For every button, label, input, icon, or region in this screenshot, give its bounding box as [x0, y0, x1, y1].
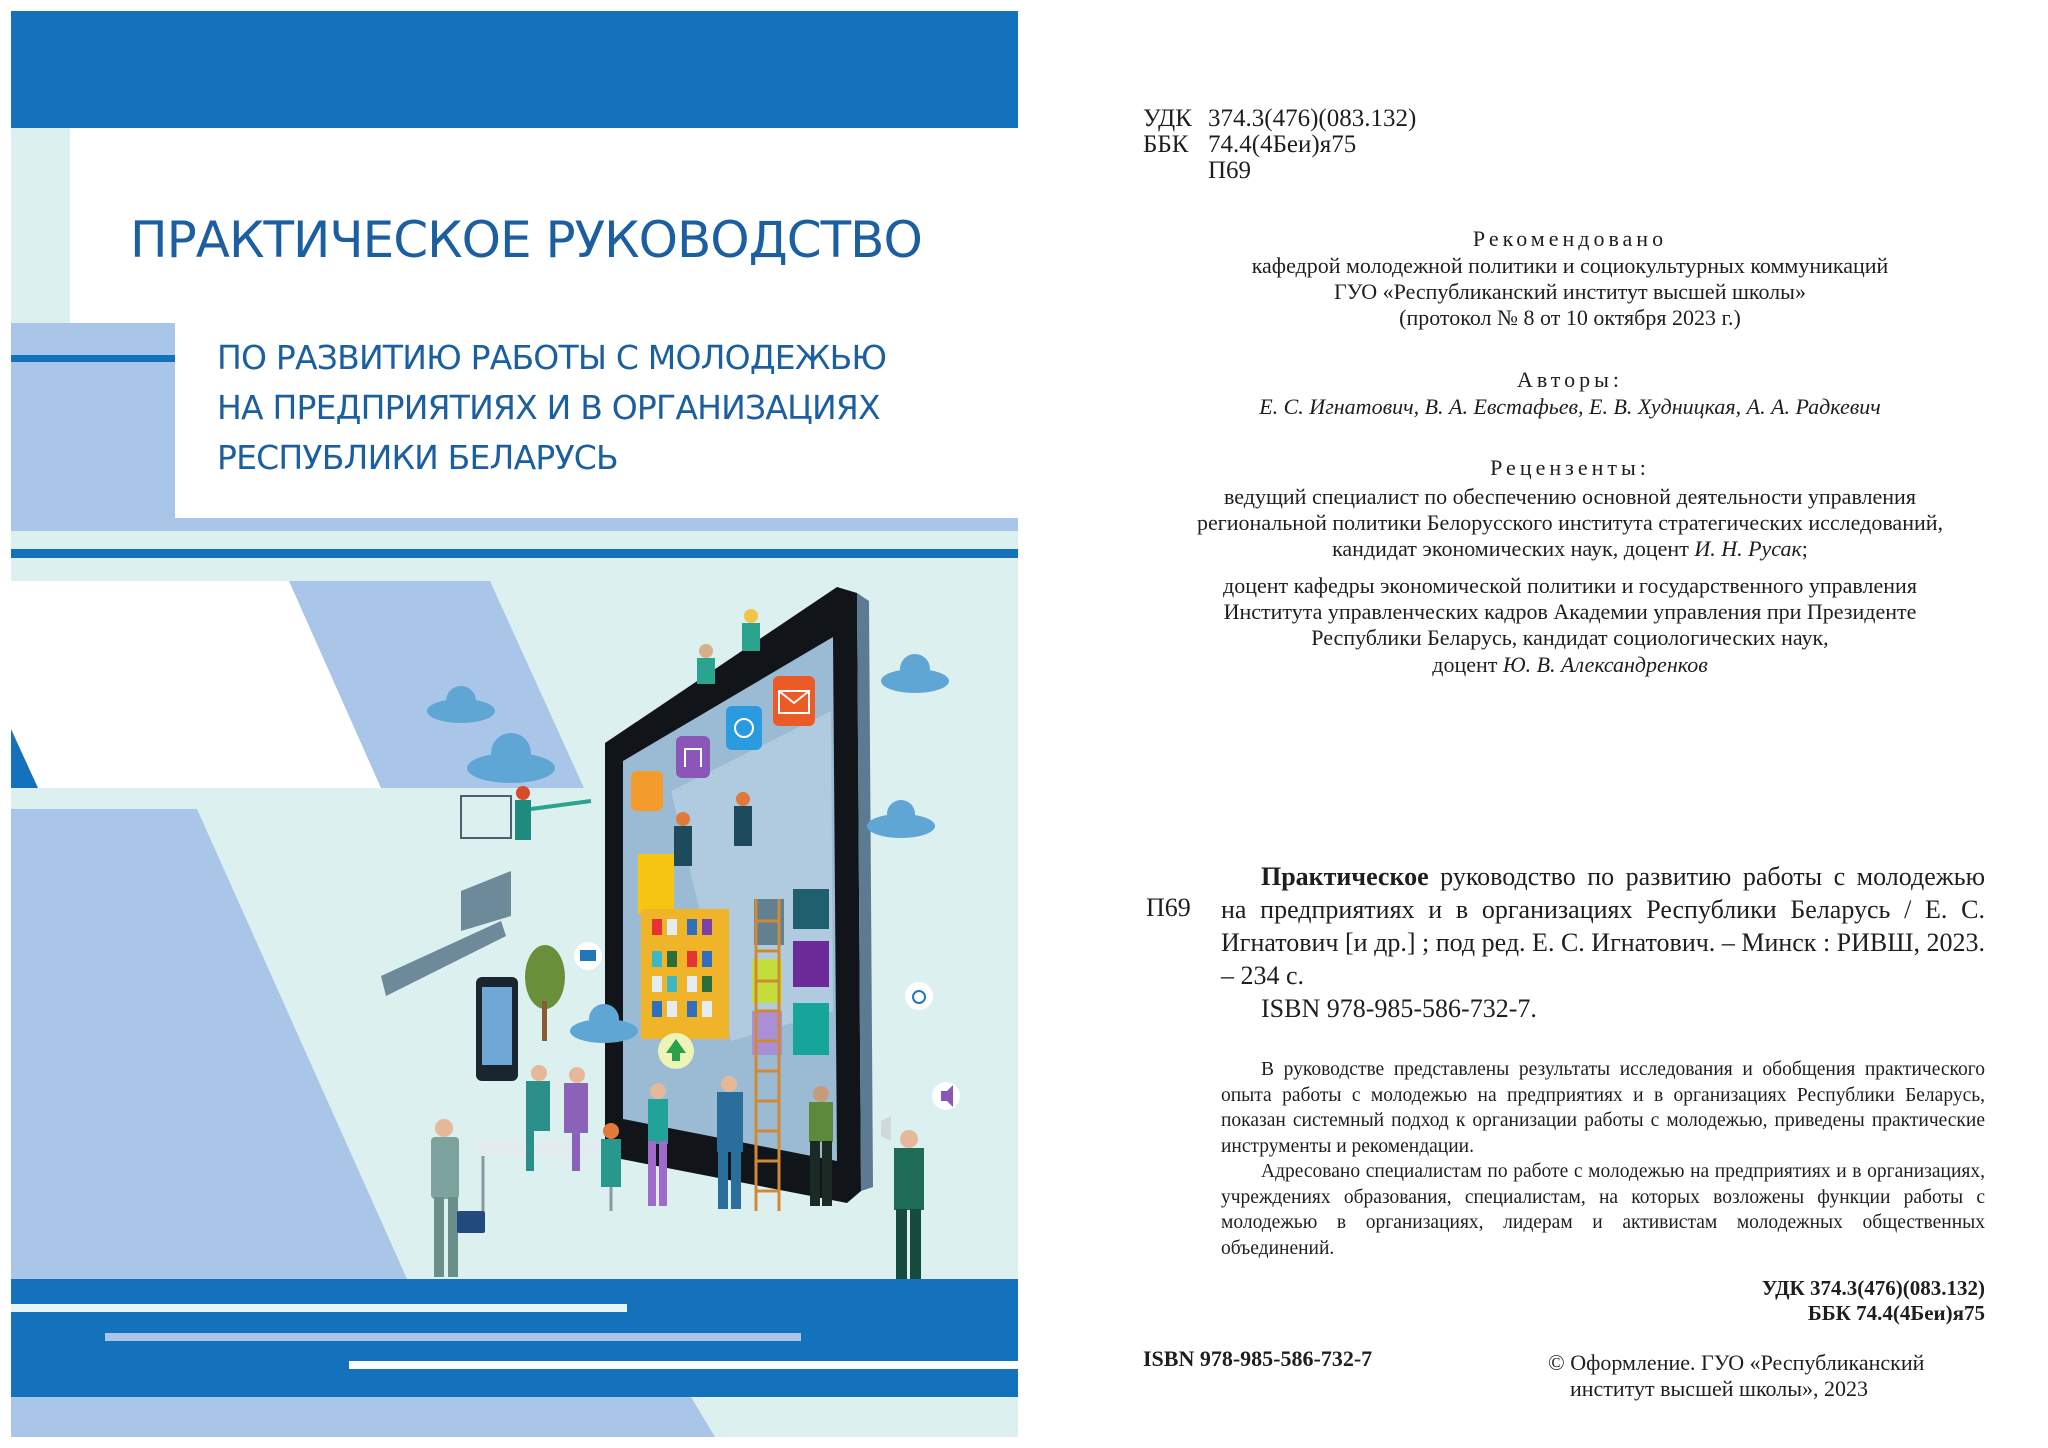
biblio-text: руководство по развитию работы с молодежью на предприятиях и в организациях Республики Беларусь / Е. С. Игнатович [и др.] ; под ред. Е. С. Игнатович. – Минск : РИВШ, 2023. – 234 с. — [1221, 862, 1985, 990]
reviewer-line — [1120, 652, 2020, 678]
author-mark-row — [1143, 158, 1416, 184]
biblio-description — [1221, 860, 1985, 992]
platform-railing — [461, 796, 511, 838]
bbk-row — [1143, 132, 1416, 158]
recommended-line: (протокол № 8 от 10 октября 2023 г.) — [1399, 305, 1741, 330]
reviewers-heading: Рецензенты: — [1490, 455, 1650, 480]
reviewer-name: И. Н. Русак — [1694, 536, 1802, 561]
reviewer-line: доцент кафедры экономической политики и государственного управления — [1223, 573, 1917, 598]
recommended-line: кафедрой молодежной политики и социокультурных коммуникаций — [1251, 253, 1889, 278]
book-cover — [11, 11, 1018, 1437]
footer-classification — [1762, 1276, 1985, 1326]
udk-value: 374.3(476)(083.132) — [1208, 105, 1417, 132]
reviewer-line: ведущий специалист по обеспечению основной деятельности управления — [1224, 484, 1916, 509]
cover-subtitle-line: РЕСПУБЛИКИ БЕЛАРУСЬ — [217, 438, 618, 477]
battery-icon — [631, 771, 663, 811]
cover-illustration — [11, 11, 1018, 1437]
reviewer-text: кандидат экономических наук, доцент — [1332, 536, 1695, 561]
classification-block — [1143, 106, 1416, 184]
reviewer-suffix: ; — [1801, 536, 1808, 561]
recommended-heading: Рекомендовано — [1472, 226, 1668, 251]
reviewer-name: Ю. В. Александренков — [1502, 652, 1708, 677]
cover-stripe — [11, 1304, 627, 1312]
footer-isbn: ISBN 978-985-586-732-7 — [1143, 1346, 1373, 1371]
cover-title: ПРАКТИЧЕСКОЕ РУКОВОДСТВО — [130, 211, 922, 269]
cover-subtitle-line: НА ПРЕДПРИЯТИЯХ И В ОРГАНИЗАЦИЯХ — [217, 388, 880, 427]
megaphone-icon — [881, 1116, 891, 1141]
briefcase-icon — [457, 1211, 485, 1233]
reviewer-line: Института управленческих кадров Академии управления при Президенте — [1223, 599, 1917, 624]
recommended-line: ГУО «Республиканский институт высшей школы» — [1334, 279, 1806, 304]
copyright-line: © Оформление. ГУО «Республиканский — [1548, 1350, 1925, 1375]
reviewer-line — [1120, 536, 2020, 562]
annotation-paragraph: В руководстве представлены результаты исследования и обобщения практического опыта работы с молодежью на предприятиях и в организациях Республики Беларусь, показан системный подход к организации работы с молодежью, приведены практические инструменты и рекомендации. — [1221, 1059, 1985, 1157]
reviewer-line: региональной политики Белорусского института стратегических исследований, — [1196, 510, 1944, 535]
author-mark: П69 — [1208, 157, 1252, 184]
authors-heading: Авторы: — [1517, 367, 1623, 392]
cover-subtitle-line: ПО РАЗВИТИЮ РАБОТЫ С МОЛОДЕЖЬЮ — [217, 338, 887, 377]
bbk-value: 74.4(4Беи)я75 — [1208, 131, 1357, 158]
udk-row — [1143, 106, 1416, 132]
annotation-paragraph: Адресовано специалистам по работе с молодежью на предприятиях и в организациях, учреждениях образования, специалистам, на которых возложены функции работы с молодежью в организациях, лидерам и активистам молодежных общественных объединений. — [1221, 1161, 1985, 1259]
bird-icon — [726, 706, 762, 750]
lower-light-blue-shape — [11, 809, 407, 1279]
biblio-bold-word: Практическое — [1261, 862, 1429, 891]
cover-stripe — [349, 1361, 1018, 1369]
footer-bbk: ББК 74.4(4Беи)я75 — [1807, 1301, 1985, 1325]
authors-names: Е. С. Игнатович, В. А. Евстафьев, Е. В. Худницкая, А. А. Радкевич — [1259, 394, 1881, 419]
annotation — [1221, 1057, 1985, 1261]
power-icon — [905, 982, 933, 1010]
footer-udk: УДК 374.3(476)(083.132) — [1761, 1276, 1985, 1300]
biblio-mark: П69 — [1146, 893, 1191, 922]
copyright-line: институт высшей школы», 2023 — [1570, 1376, 1869, 1401]
music-icon — [676, 736, 710, 778]
reviewer-text: доцент — [1432, 652, 1503, 677]
bbk-label: ББК — [1143, 131, 1189, 158]
title-page-reverse — [1120, 0, 2020, 1448]
bottom-light-blue-shape — [11, 1397, 715, 1437]
reviewer-line: Республики Беларусь, кандидат социологических наук, — [1311, 625, 1829, 650]
biblio-isbn: ISBN 978-985-586-732-7. — [1261, 994, 1537, 1023]
tree-icon — [525, 945, 565, 1009]
bibliographic-record — [1221, 860, 1985, 1025]
copyright — [1548, 1350, 1924, 1402]
cover-stripe — [105, 1333, 801, 1341]
udk-label: УДК — [1143, 105, 1192, 132]
